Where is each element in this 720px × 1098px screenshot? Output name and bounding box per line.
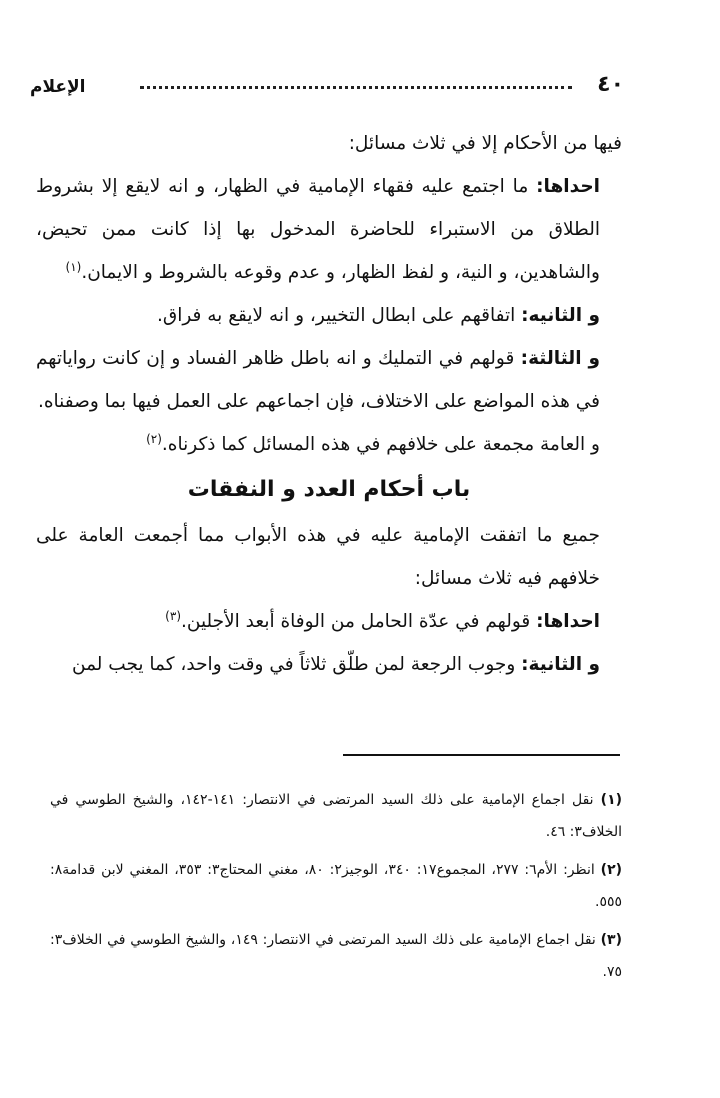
section-first-issue-text: قولهم في عدّة الحامل من الوفاة أبعد الأجلين. [181, 611, 537, 632]
footnote-ref-2: (٢) [146, 431, 162, 446]
running-header [30, 70, 624, 104]
general-consensus-text: و العامة مجمعة على خلافهم في هذه المسائل كما ذكرناه. [161, 434, 600, 455]
footnote-3 [50, 924, 622, 988]
footnote-1-number: (١) [600, 792, 623, 808]
third-issue-text: قولهم في التمليك و انه باطل ظاهر الفساد و إن كانت رواياتهم في هذه المواضع على الاختلاف، فإن اجماعهم على العمل فيها بما وصفناه. [36, 348, 600, 412]
paragraph-section-second-issue [36, 643, 622, 686]
first-issue-text: ما اجتمع عليه فقهاء الإمامية في الظهار، و انه لايقع إلا بشروط الطلاق من الاستبراء للحاضرة المدخول بها إذا كانت ممن تحيض، والشاهدين، و النية، و لفظ الظهار، و عدم وقوعه بالشروط و الايمان. [36, 176, 600, 283]
paragraph-intro-text: فيها من الأحكام إلا في ثلاث مسائل: [348, 133, 622, 154]
page-number: ٤٠ [597, 72, 624, 97]
footnote-3-text: نقل اجماع الإمامية على ذلك السيد المرتضى في الانتصار: ١٤٩، والشيخ الطوسي في الخلاف٣: ٧٥. [50, 932, 622, 980]
paragraph-section-first-issue [36, 600, 622, 643]
footnote-3-number: (٣) [600, 932, 622, 948]
section-second-issue-text: وجوب الرجعة لمن طلّق ثلاثاً في وقت واحد، كما يجب لمن [71, 654, 522, 675]
section-title: باب أحكام العدد و النفقات [187, 477, 471, 502]
section-first-issue-lead: احداها: [536, 611, 600, 632]
paragraph-second-issue [36, 294, 622, 337]
second-issue-text: اتفاقهم على ابطال التخيير، و انه لايقع به فراق. [156, 305, 522, 326]
paragraph-section-intro [36, 514, 622, 600]
main-text [36, 122, 622, 686]
third-issue-lead: و الثالثة: [520, 348, 601, 369]
footnotes [50, 784, 622, 994]
first-issue-lead: احداها: [536, 176, 600, 197]
section-intro-text: جميع ما اتفقت الإمامية عليه في هذه الأبواب مما أجمعت العامة على خلافهم فيه ثلاث مسائل: [36, 525, 600, 589]
footnote-1 [50, 784, 622, 848]
footnote-1-text: نقل اجماع الإمامية على ذلك السيد المرتضى في الانتصار: ١٤١-١٤٢، والشيخ الطوسي في الخلاف٣: ٤٦. [50, 792, 622, 840]
footnote-ref-3: (٣) [165, 608, 181, 623]
footnote-separator [343, 754, 620, 756]
footnote-2-number: (٢) [600, 862, 623, 878]
footnote-2 [50, 854, 622, 918]
second-issue-lead: و الثانيه: [521, 305, 600, 326]
header-dotted-leader [140, 86, 572, 89]
footnote-2-text: انظر: الأم٦: ٢٧٧، المجموع١٧: ٣٤٠، الوجيز٢: ٨٠، مغني المحتاج٣: ٣٥٣، المغني لابن قدامة٨: ٥٥٥. [50, 862, 622, 910]
paragraph-first-issue [36, 165, 622, 294]
paragraph-third-issue [36, 337, 622, 423]
footnote-ref-1: (١) [65, 259, 82, 274]
paragraph-general-consensus [36, 423, 622, 466]
paragraph-intro [36, 122, 622, 165]
book-title: الإعلام [30, 77, 86, 97]
section-second-issue-lead: و الثانية: [521, 654, 600, 675]
